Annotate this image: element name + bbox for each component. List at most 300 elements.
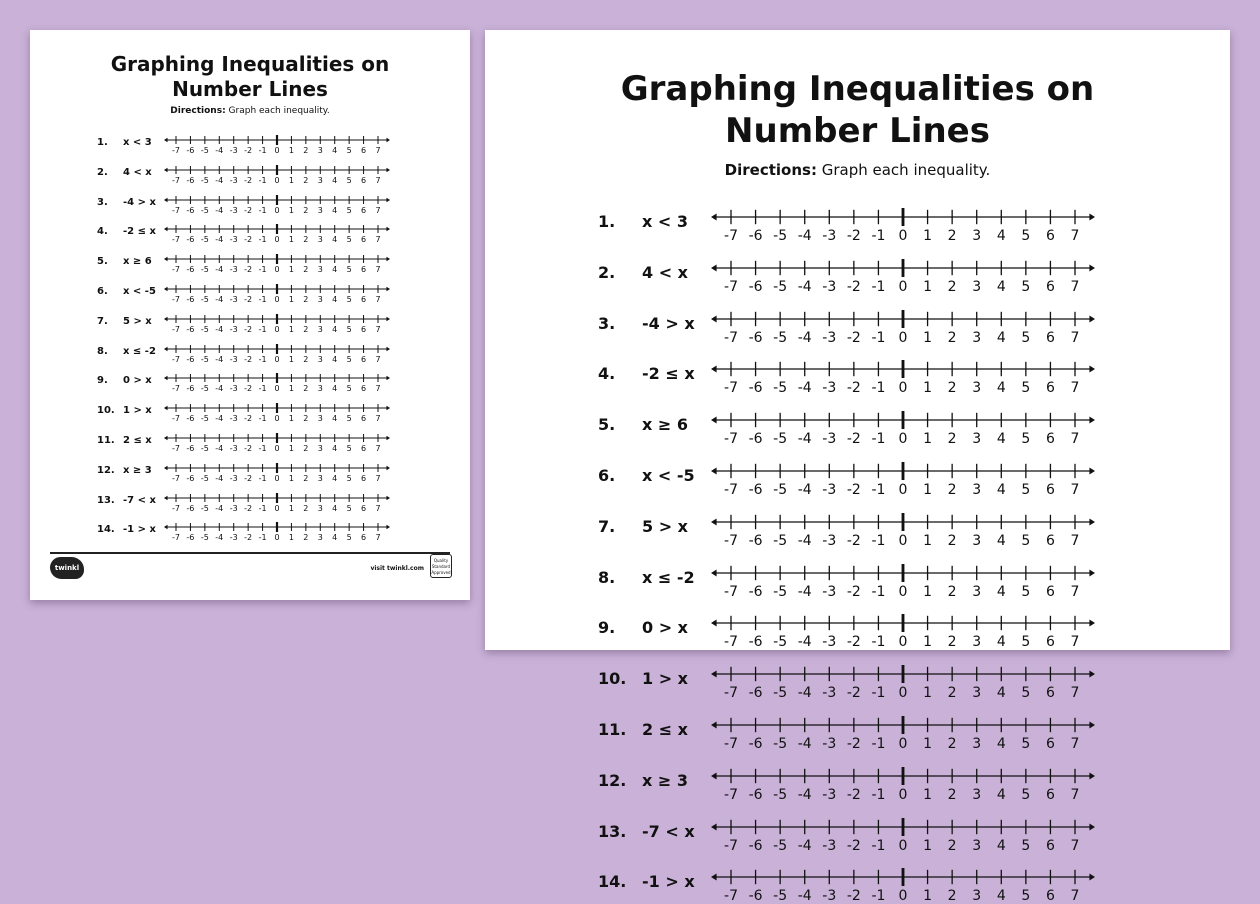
- tick-label: -7: [172, 414, 180, 424]
- tick-label: -1: [258, 324, 267, 334]
- problem-number: 5.: [97, 256, 108, 268]
- tick-label: 0: [898, 888, 908, 904]
- arrow-right-icon: [386, 376, 390, 380]
- problem-inequality: x ≤ -2: [123, 345, 156, 357]
- tick-label: 6: [361, 205, 367, 215]
- tick-label: 6: [361, 414, 367, 424]
- tick-label: 2: [303, 473, 309, 483]
- tick-label: 0: [274, 295, 280, 304]
- tick-label: 4: [996, 329, 1006, 346]
- tick-label: -4: [215, 384, 224, 394]
- number-line: [164, 463, 390, 485]
- tick-label: -3: [229, 384, 238, 394]
- tick-label: -4: [797, 685, 812, 702]
- tick-label: 6: [1045, 837, 1055, 854]
- tick-label: -7: [724, 685, 738, 702]
- number-line: [164, 373, 390, 395]
- tick-label: -1: [258, 354, 267, 364]
- tick-label: -1: [871, 736, 886, 752]
- tick-label: -1: [871, 786, 886, 803]
- tick-label: -6: [186, 384, 195, 394]
- number-line: [711, 767, 1095, 803]
- tick-label: -2: [244, 384, 253, 394]
- tick-label: 3: [972, 278, 982, 295]
- number-line: [711, 818, 1095, 854]
- arrow-left-icon: [711, 874, 717, 881]
- tick-label: -3: [229, 295, 238, 304]
- tick-label: 1: [288, 324, 294, 334]
- arrow-left-icon: [164, 287, 168, 291]
- twinkl-logo: twinkl: [50, 557, 84, 579]
- arrow-left-icon: [164, 168, 168, 172]
- tick-label: 3: [317, 503, 323, 513]
- directions: [485, 161, 1230, 179]
- tick-label: 3: [972, 837, 982, 854]
- tick-label: -4: [215, 414, 224, 424]
- number-line: [164, 195, 390, 217]
- arrow-right-icon: [386, 138, 390, 142]
- tick-label: -1: [258, 473, 267, 483]
- problem-inequality: -4 > x: [123, 196, 156, 208]
- tick-label: -7: [172, 175, 180, 185]
- problem-inequality: 1 > x: [123, 405, 152, 417]
- tick-label: -3: [822, 532, 837, 549]
- tick-label: 0: [898, 278, 908, 295]
- tick-label: -1: [258, 205, 267, 215]
- tick-label: -4: [797, 888, 812, 904]
- tick-label: -7: [724, 837, 738, 854]
- tick-label: 7: [1070, 634, 1080, 651]
- tick-label: 5: [1021, 685, 1031, 702]
- tick-label: -1: [258, 146, 267, 155]
- arrow-left-icon: [164, 197, 168, 201]
- tick-label: 5: [346, 235, 352, 245]
- footer-divider: [50, 552, 450, 554]
- tick-label: 0: [898, 329, 908, 346]
- tick-label: 0: [274, 146, 280, 155]
- tick-label: -7: [172, 295, 180, 304]
- tick-label: 5: [1021, 329, 1031, 346]
- tick-label: -7: [724, 329, 738, 346]
- problem-inequality: 2 ≤ x: [642, 720, 688, 739]
- tick-label: 5: [1021, 228, 1031, 244]
- tick-label: -6: [748, 634, 763, 651]
- tick-label: 4: [332, 265, 338, 275]
- tick-label: -1: [871, 482, 886, 498]
- problem-number: 6.: [97, 286, 108, 297]
- number-line: [711, 259, 1095, 295]
- tick-label: 1: [923, 888, 933, 904]
- tick-label: -4: [797, 278, 812, 295]
- tick-label: 7: [375, 414, 381, 424]
- problem-inequality: -2 ≤ x: [123, 226, 156, 238]
- tick-label: -1: [871, 583, 886, 600]
- number-line: [711, 564, 1095, 600]
- tick-label: 5: [1021, 837, 1031, 854]
- tick-label: -3: [229, 444, 238, 453]
- number-line: [711, 868, 1095, 904]
- tick-label: -5: [773, 888, 788, 904]
- tick-label: -2: [846, 583, 861, 600]
- problem-inequality: 0 > x: [123, 375, 152, 387]
- tick-label: -2: [244, 354, 253, 364]
- arrow-left-icon: [711, 518, 717, 525]
- page-title: [30, 52, 470, 102]
- problem-number: 13.: [97, 494, 115, 506]
- arrow-left-icon: [164, 138, 168, 142]
- tick-label: 1: [288, 235, 294, 245]
- tick-label: 4: [996, 228, 1006, 244]
- tick-label: 5: [346, 533, 352, 543]
- tick-label: -7: [724, 736, 738, 752]
- tick-label: -6: [748, 380, 763, 397]
- problem-number: 10.: [598, 669, 627, 689]
- number-line: [711, 360, 1095, 396]
- tick-label: 1: [288, 414, 294, 424]
- tick-label: -6: [186, 354, 195, 364]
- tick-label: 2: [303, 503, 309, 513]
- tick-label: -5: [773, 736, 788, 752]
- problem-number: 14.: [97, 524, 115, 536]
- tick-label: -7: [172, 146, 180, 155]
- tick-label: -2: [846, 837, 861, 854]
- tick-label: -1: [871, 278, 886, 295]
- title-line-2: Number Lines: [725, 111, 990, 151]
- arrow-left-icon: [164, 317, 168, 321]
- problem-inequality: 4 < x: [123, 166, 152, 178]
- problem-number: 11.: [97, 435, 115, 446]
- number-line: [164, 403, 390, 425]
- tick-label: 1: [288, 175, 294, 185]
- number-line: [164, 344, 390, 366]
- problem-number: 8.: [97, 345, 108, 357]
- tick-label: 5: [1021, 278, 1031, 295]
- tick-label: -1: [258, 295, 267, 304]
- tick-label: 3: [972, 431, 982, 448]
- tick-label: 5: [346, 384, 352, 394]
- tick-label: 3: [972, 786, 982, 803]
- problem-inequality: 2 ≤ x: [123, 435, 152, 446]
- tick-label: 2: [947, 482, 957, 498]
- tick-label: 3: [972, 685, 982, 702]
- tick-label: 7: [1070, 278, 1080, 295]
- problem-number: 5.: [598, 415, 616, 435]
- arrow-left-icon: [711, 264, 717, 271]
- tick-label: -3: [822, 431, 837, 448]
- title-line-1: Graphing Inequalities on: [620, 69, 1095, 109]
- problem-number: 13.: [598, 821, 627, 841]
- number-line: [164, 314, 390, 336]
- tick-label: 1: [923, 431, 933, 448]
- problem-number: 1.: [598, 212, 616, 231]
- tick-label: 3: [317, 324, 323, 334]
- arrow-left-icon: [711, 366, 717, 373]
- tick-label: 3: [317, 444, 323, 453]
- tick-label: 7: [1070, 786, 1080, 803]
- problem-inequality: -7 < x: [642, 821, 695, 841]
- tick-label: -5: [773, 634, 788, 651]
- number-line: [164, 224, 390, 246]
- tick-label: 2: [947, 786, 957, 803]
- problem-inequality: x ≤ -2: [642, 567, 695, 587]
- problem-inequality: -4 > x: [642, 313, 695, 333]
- tick-label: 3: [317, 473, 323, 483]
- tick-label: -1: [871, 380, 886, 397]
- tick-label: 1: [923, 228, 933, 244]
- tick-label: -7: [172, 324, 180, 334]
- tick-label: -4: [215, 354, 224, 364]
- tick-label: 1: [923, 482, 933, 498]
- tick-label: -1: [258, 384, 267, 394]
- tick-label: -7: [172, 354, 180, 364]
- tick-label: -2: [244, 414, 253, 424]
- arrow-left-icon: [711, 620, 717, 627]
- tick-label: -1: [871, 837, 886, 854]
- tick-label: -5: [773, 329, 788, 346]
- tick-label: 7: [375, 205, 381, 215]
- tick-label: 4: [332, 354, 338, 364]
- tick-label: 4: [996, 278, 1006, 295]
- tick-label: -7: [172, 533, 180, 543]
- tick-label: 7: [375, 503, 381, 513]
- problem-number: 8.: [598, 567, 616, 587]
- tick-label: 1: [288, 473, 294, 483]
- tick-label: -5: [773, 278, 788, 295]
- tick-label: 2: [947, 837, 957, 854]
- large-worksheet-preview: [485, 30, 1230, 904]
- tick-label: -3: [229, 533, 238, 543]
- tick-label: 5: [1021, 380, 1031, 397]
- arrow-right-icon: [1089, 417, 1095, 424]
- tick-label: -2: [846, 380, 861, 397]
- tick-label: -4: [215, 503, 224, 513]
- tick-label: -3: [229, 414, 238, 424]
- tick-label: -7: [172, 473, 180, 483]
- tick-label: 6: [361, 444, 367, 453]
- tick-label: -5: [200, 384, 209, 394]
- tick-label: -6: [186, 324, 195, 334]
- tick-label: 2: [947, 634, 957, 651]
- arrow-right-icon: [386, 287, 390, 291]
- tick-label: -1: [871, 329, 886, 346]
- tick-label: 1: [923, 583, 933, 600]
- directions: [30, 106, 470, 116]
- tick-label: 1: [288, 265, 294, 275]
- tick-label: 6: [1045, 786, 1055, 803]
- tick-label: -1: [258, 444, 267, 453]
- problem-inequality: x < 3: [642, 212, 688, 231]
- tick-label: -6: [186, 175, 195, 185]
- arrow-right-icon: [1089, 722, 1095, 729]
- tick-label: -5: [773, 431, 788, 448]
- tick-label: 4: [996, 583, 1006, 600]
- arrow-left-icon: [711, 823, 717, 830]
- tick-label: -3: [822, 786, 837, 803]
- tick-label: -6: [186, 414, 195, 424]
- tick-label: -4: [797, 380, 812, 397]
- tick-label: -6: [186, 146, 195, 155]
- directions-label: Directions:: [170, 106, 226, 116]
- problem-inequality: x ≥ 3: [123, 464, 152, 476]
- tick-label: -3: [229, 175, 238, 185]
- tick-label: 4: [996, 685, 1006, 702]
- tick-label: -7: [724, 786, 738, 803]
- tick-label: 0: [274, 414, 280, 424]
- problem-number: 9.: [598, 618, 616, 638]
- tick-label: 3: [317, 175, 323, 185]
- tick-label: -3: [822, 583, 837, 600]
- arrow-left-icon: [164, 376, 168, 380]
- number-line: [711, 310, 1095, 346]
- number-line: [164, 254, 390, 276]
- tick-label: 5: [1021, 431, 1031, 448]
- tick-label: -4: [215, 235, 224, 245]
- quality-badge-icon: Quality Standard Approved: [430, 554, 452, 578]
- tick-label: -4: [215, 205, 224, 215]
- tick-label: -5: [773, 837, 788, 854]
- problem-inequality: 4 < x: [642, 262, 688, 282]
- tick-label: -7: [724, 228, 738, 244]
- tick-label: 6: [361, 533, 367, 543]
- tick-label: 4: [332, 295, 338, 304]
- tick-label: 2: [947, 380, 957, 397]
- tick-label: -5: [200, 473, 209, 483]
- tick-label: 7: [375, 175, 381, 185]
- tick-label: 7: [375, 384, 381, 394]
- tick-label: 6: [1045, 888, 1055, 904]
- tick-label: 1: [288, 444, 294, 453]
- tick-label: 6: [1045, 634, 1055, 651]
- tick-label: -4: [797, 532, 812, 549]
- tick-label: 1: [923, 532, 933, 549]
- tick-label: -4: [797, 634, 812, 651]
- tick-label: -5: [773, 583, 788, 600]
- tick-label: 5: [346, 503, 352, 513]
- tick-label: -6: [186, 444, 195, 453]
- tick-label: 6: [361, 265, 367, 275]
- tick-label: 6: [361, 146, 367, 155]
- tick-label: -1: [871, 888, 886, 904]
- tick-label: 0: [274, 384, 280, 394]
- tick-label: -3: [822, 685, 837, 702]
- tick-label: 3: [972, 583, 982, 600]
- tick-label: 7: [1070, 685, 1080, 702]
- arrow-right-icon: [386, 227, 390, 231]
- tick-label: 4: [996, 532, 1006, 549]
- tick-label: -5: [200, 265, 209, 275]
- tick-label: 0: [898, 837, 908, 854]
- tick-label: -7: [724, 380, 738, 397]
- directions-label: Directions:: [724, 161, 817, 179]
- tick-label: 2: [303, 324, 309, 334]
- tick-label: -3: [822, 634, 837, 651]
- tick-label: 4: [332, 444, 338, 453]
- directions-text: Graph each inequality.: [821, 161, 991, 179]
- tick-label: -3: [229, 473, 238, 483]
- tick-label: 1: [923, 685, 933, 702]
- tick-label: -4: [215, 533, 224, 543]
- tick-label: 3: [317, 146, 323, 155]
- tick-label: -4: [797, 228, 812, 244]
- arrow-right-icon: [1089, 823, 1095, 830]
- tick-label: -6: [748, 532, 763, 549]
- tick-label: -5: [200, 503, 209, 513]
- arrow-left-icon: [164, 436, 168, 440]
- tick-label: -7: [172, 205, 180, 215]
- tick-label: 6: [1045, 736, 1055, 752]
- tick-label: -1: [871, 634, 886, 651]
- tick-label: 6: [361, 235, 367, 245]
- tick-label: 2: [303, 175, 309, 185]
- arrow-right-icon: [386, 466, 390, 470]
- tick-label: 3: [972, 532, 982, 549]
- tick-label: -3: [822, 736, 837, 752]
- tick-label: 3: [972, 482, 982, 498]
- tick-label: -1: [871, 228, 886, 244]
- tick-label: 0: [274, 444, 280, 453]
- tick-label: -4: [797, 786, 812, 803]
- tick-label: 2: [303, 354, 309, 364]
- title-line-1: Graphing Inequalities on: [110, 52, 390, 76]
- visit-link-text: visit twinkl.com: [370, 565, 424, 572]
- directions-text: Graph each inequality.: [228, 106, 330, 116]
- problem-inequality: 5 > x: [642, 516, 688, 536]
- tick-label: 2: [303, 444, 309, 453]
- problem-number: 4.: [598, 364, 616, 384]
- problem-number: 3.: [97, 196, 108, 208]
- problem-number: 2.: [97, 166, 108, 178]
- tick-label: 5: [346, 175, 352, 185]
- tick-label: 1: [288, 533, 294, 543]
- tick-label: 5: [346, 295, 352, 304]
- tick-label: 0: [274, 473, 280, 483]
- tick-label: -2: [846, 278, 861, 295]
- tick-label: 2: [947, 228, 957, 244]
- tick-label: 4: [332, 205, 338, 215]
- arrow-left-icon: [164, 346, 168, 350]
- tick-label: -6: [748, 888, 763, 904]
- tick-label: 2: [303, 295, 309, 304]
- tick-label: 5: [1021, 634, 1031, 651]
- number-line: [711, 462, 1095, 498]
- problem-number: 6.: [598, 466, 616, 485]
- tick-label: -4: [215, 473, 224, 483]
- tick-label: -2: [244, 295, 253, 304]
- tick-label: 6: [1045, 228, 1055, 244]
- tick-label: 7: [375, 324, 381, 334]
- tick-label: 0: [898, 685, 908, 702]
- problem-number: 12.: [97, 464, 115, 476]
- tick-label: 2: [947, 685, 957, 702]
- arrow-right-icon: [1089, 214, 1095, 221]
- tick-label: 7: [375, 295, 381, 304]
- tick-label: -3: [822, 888, 837, 904]
- tick-label: 5: [1021, 583, 1031, 600]
- arrow-left-icon: [711, 417, 717, 424]
- tick-label: -7: [724, 888, 738, 904]
- tick-label: 6: [1045, 685, 1055, 702]
- tick-label: 1: [923, 380, 933, 397]
- tick-label: 2: [947, 532, 957, 549]
- problem-number: 11.: [598, 720, 627, 739]
- tick-label: -2: [846, 685, 861, 702]
- tick-label: -1: [258, 175, 267, 185]
- tick-label: -6: [186, 235, 195, 245]
- tick-label: -7: [172, 444, 180, 453]
- arrow-right-icon: [1089, 874, 1095, 881]
- tick-label: -5: [200, 295, 209, 304]
- tick-label: 6: [1045, 431, 1055, 448]
